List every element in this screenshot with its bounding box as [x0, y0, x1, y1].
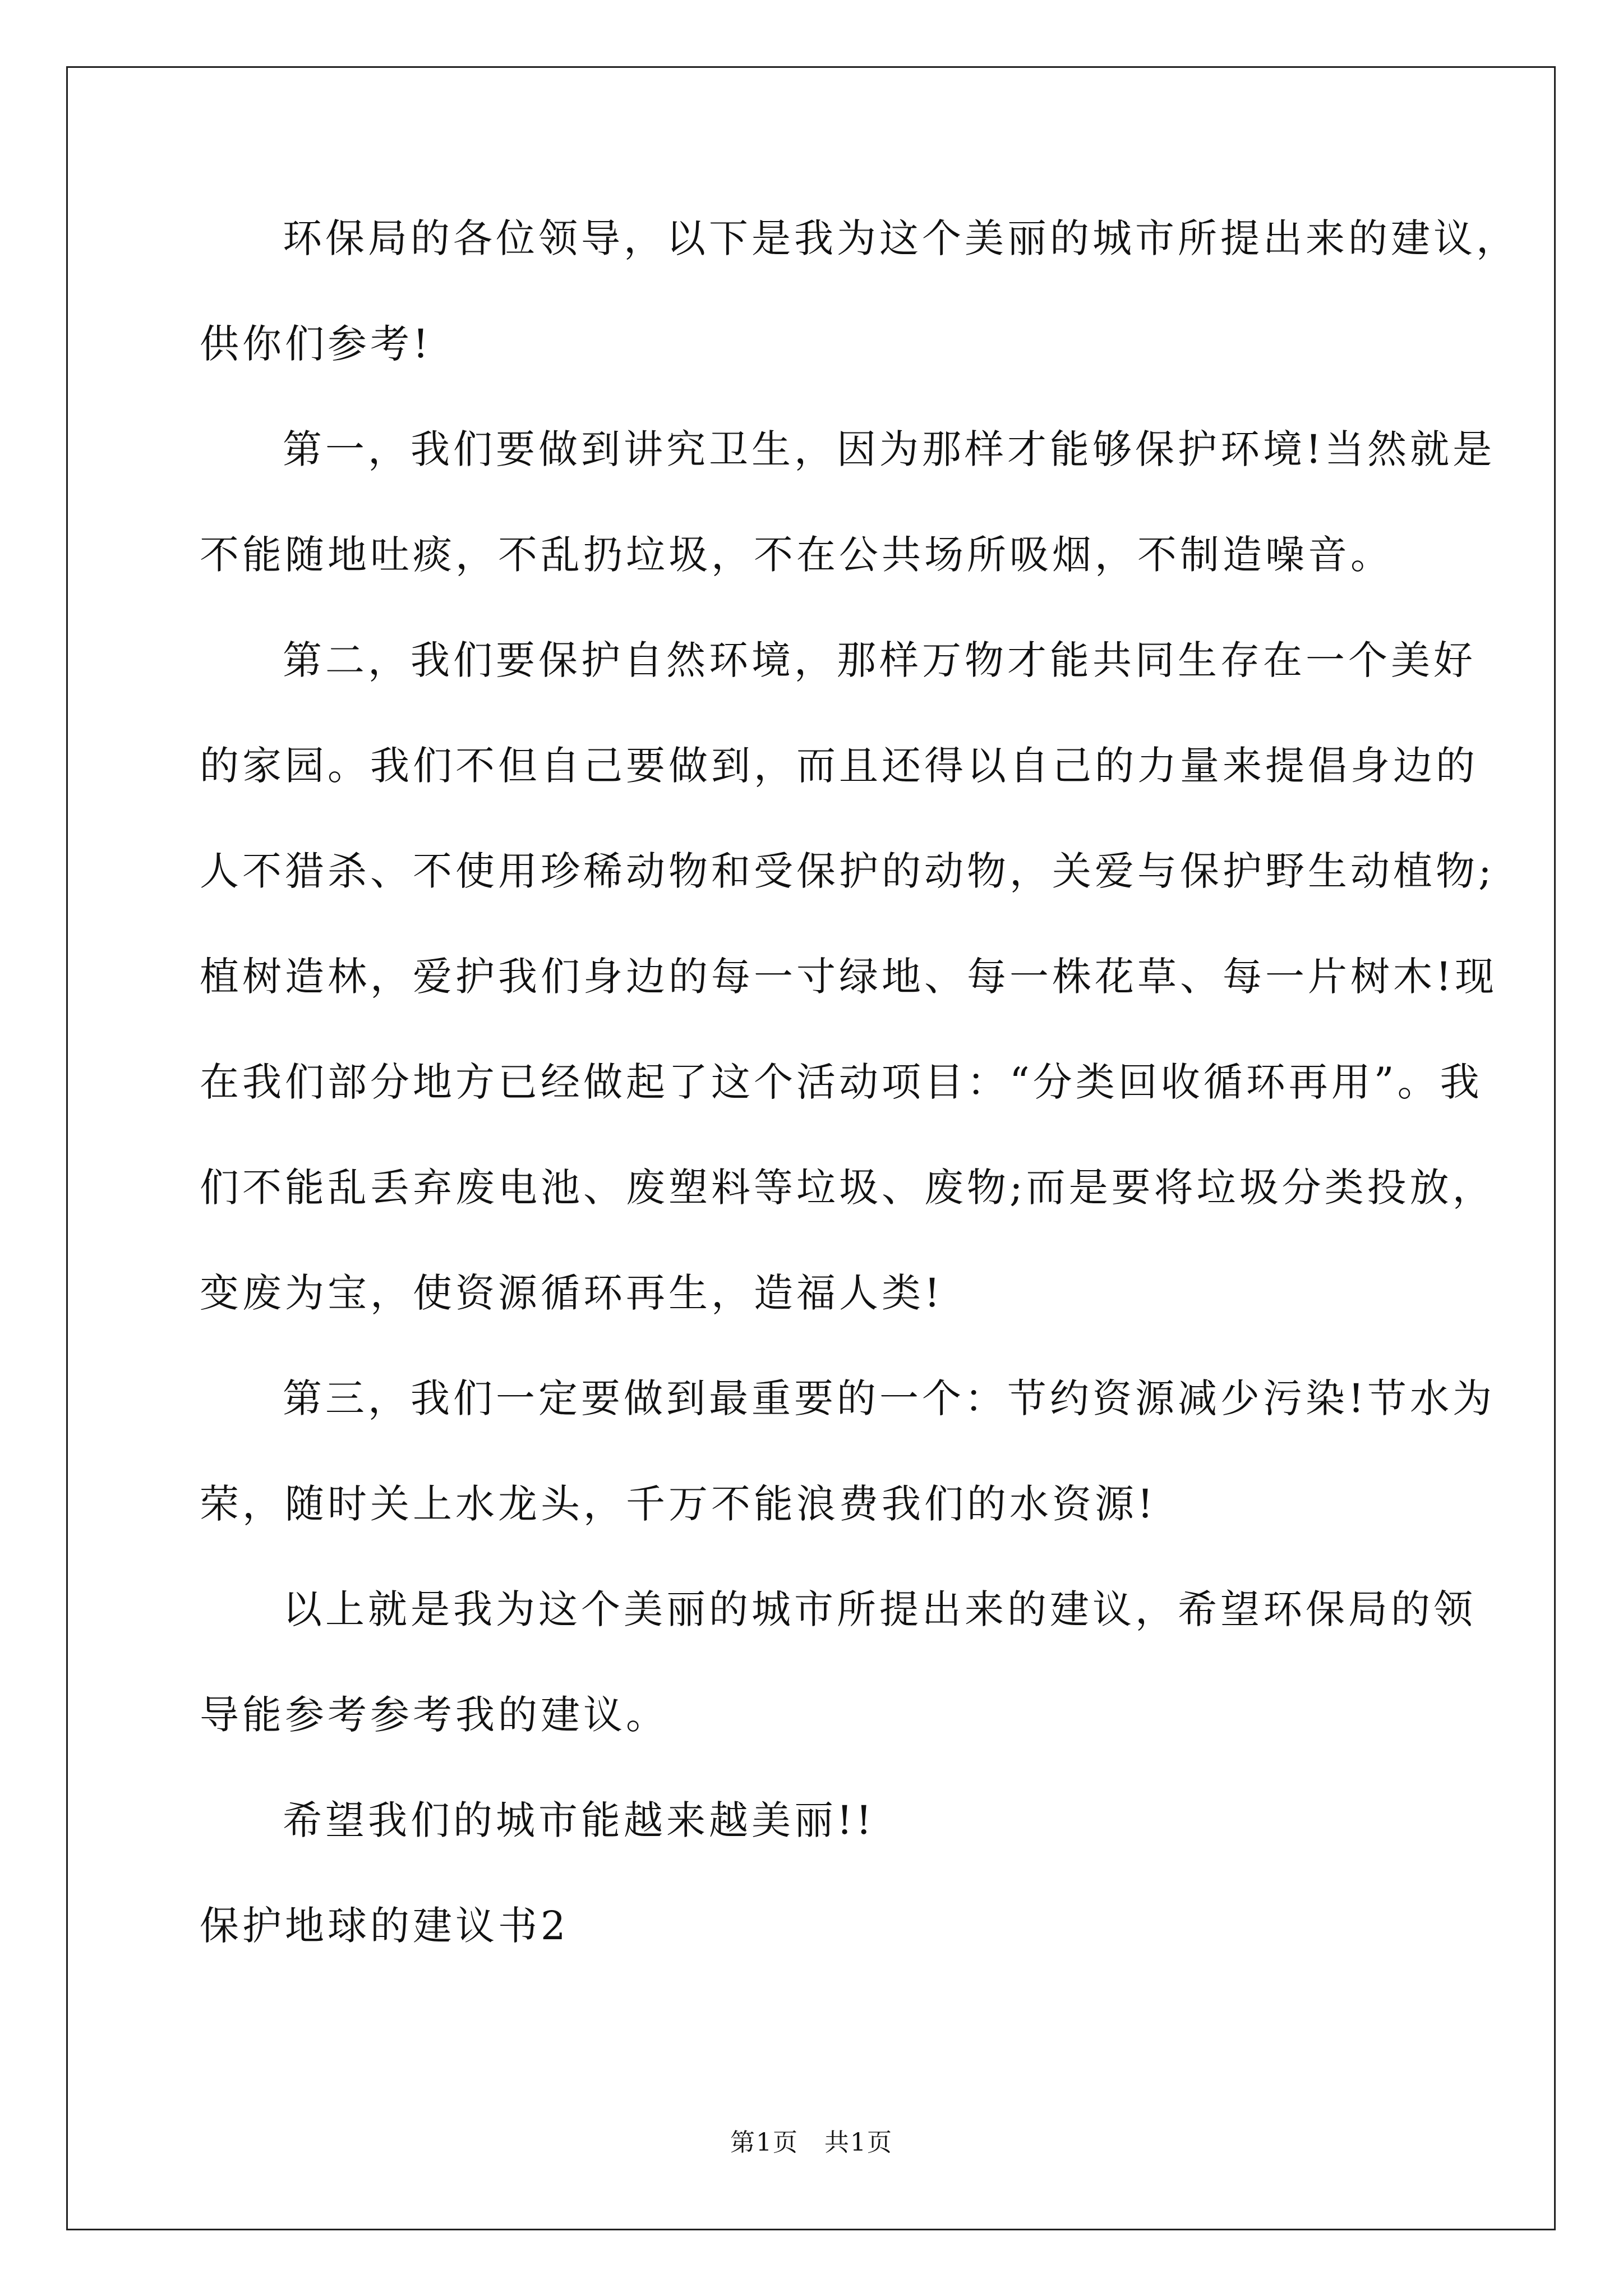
paragraph-3-line-2: 的家园。我们不但自己要做到，而且还得以自己的力量来提倡身边的 [200, 743, 1478, 789]
paragraph-1-line-2: 供你们参考! [200, 321, 432, 367]
paragraph-3-line-4: 植树造林，爱护我们身边的每一寸绿地、每一株花草、每一片树木!现 [200, 954, 1498, 1000]
paragraph-5-line-1: 以上就是我为这个美丽的城市所提出来的建议，希望环保局的领 [283, 1586, 1476, 1632]
paragraph-1-line-1: 环保局的各位领导，以下是我为这个美丽的城市所提出来的建议， [283, 215, 1519, 261]
paragraph-6-line-1: 希望我们的城市能越来越美丽!! [283, 1797, 875, 1843]
paragraph-3-line-3: 人不猎杀、不使用珍稀动物和受保护的动物，关爱与保护野生动植物; [200, 848, 1495, 894]
paragraph-2-line-2: 不能随地吐痰，不乱扔垃圾，不在公共场所吸烟，不制造噪音。 [200, 532, 1393, 578]
paragraph-3-line-1: 第二，我们要保护自然环境，那样万物才能共同生存在一个美好 [283, 637, 1476, 683]
paragraph-2-line-1: 第一，我们要做到讲究卫生，因为那样才能够保护环境!当然就是 [283, 426, 1496, 472]
paragraph-3-line-7: 变废为宝，使资源循环再生，造福人类! [200, 1270, 944, 1316]
paragraph-3-line-5: 在我们部分地方已经做起了这个活动项目：“分类回收循环再用”。我 [200, 1059, 1483, 1105]
page-number-footer: 第1页 共1页 [730, 2128, 893, 2157]
section-heading: 保护地球的建议书2 [200, 1903, 569, 1949]
paragraph-3-line-6: 们不能乱丢弃废电池、废塑料等垃圾、废物;而是要将垃圾分类投放， [200, 1165, 1495, 1211]
paragraph-5-line-2: 导能参考参考我的建议。 [200, 1692, 668, 1738]
paragraph-4-line-2: 荣，随时关上水龙头，千万不能浪费我们的水资源! [200, 1481, 1157, 1527]
paragraph-4-line-1: 第三，我们一定要做到最重要的一个：节约资源减少污染!节水为 [283, 1375, 1496, 1421]
